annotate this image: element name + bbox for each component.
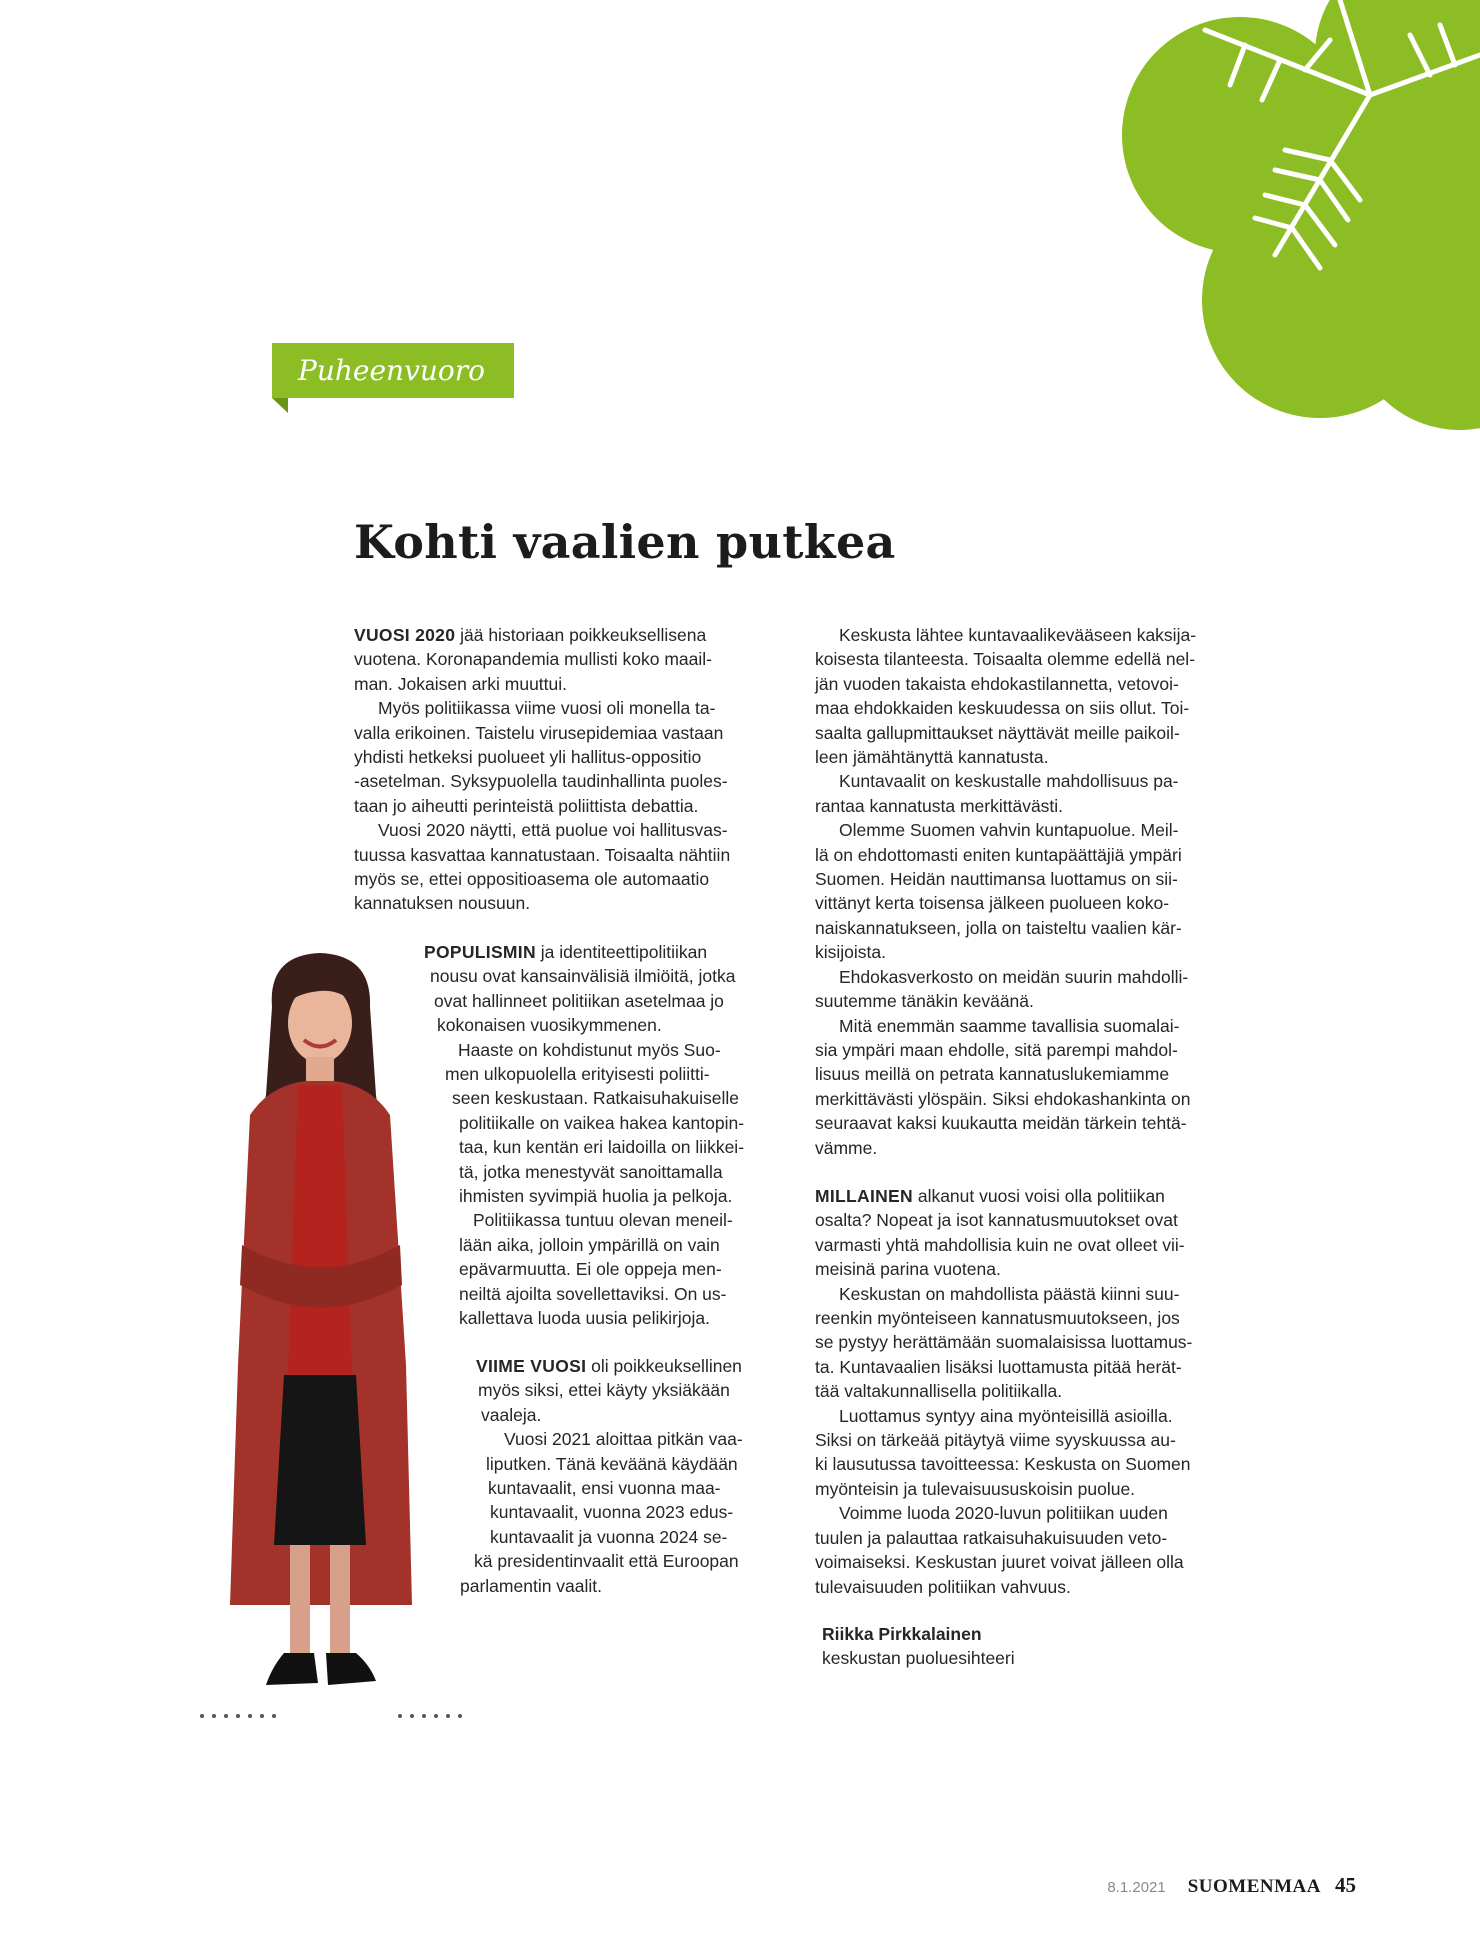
lead-word: VIIME VUOSI xyxy=(476,1356,587,1376)
text-line: parlamentin vaalit. xyxy=(460,1575,603,1596)
text-line: myös se, ettei oppositioasema ole automaatio xyxy=(354,869,710,890)
text-line: Myös politiikassa viime vuosi oli monella ta- xyxy=(378,698,716,719)
text-line: kuntavaalit, ensi vuonna maa- xyxy=(488,1478,721,1499)
text-line: taan jo aiheutti perinteistä poliittista debattia. xyxy=(354,795,699,816)
text-line: reenkin myönteiseen kannatusmuutokseen, jos xyxy=(815,1308,1180,1329)
text-line: tä, jotka menestyvät sanoittamalla xyxy=(459,1161,723,1182)
text-line: voimaiseksi. Keskustan juuret voivat jälleen olla xyxy=(815,1552,1184,1573)
text-line: Kuntavaalit on keskustalle mahdollisuus pa- xyxy=(839,771,1179,792)
text-line: ovat hallinneet politiikan asetelmaa jo xyxy=(434,990,724,1011)
text-line: yhdisti hetkeksi puolueet yli hallitus-oppositio xyxy=(354,747,702,768)
text-line: ta. Kuntavaalien lisäksi luottamusta pitää herät- xyxy=(815,1356,1182,1377)
text-line: liputken. Tänä keväänä käydään xyxy=(486,1453,738,1474)
text-line: kuntavaalit, vuonna 2023 edus- xyxy=(490,1502,734,1523)
text-line: -asetelman. Syksypuolella taudinhallinta puoles- xyxy=(354,771,728,792)
text-line: Mitä enemmän saamme tavallisia suomalai- xyxy=(839,1015,1180,1036)
text-line: maa ehdokkaiden keskuudessa on siis ollut. Toi- xyxy=(815,698,1190,719)
right-paragraph-2 xyxy=(815,1184,1192,1599)
text-line: jän vuoden takaista ehdokastilannetta, vetovoi- xyxy=(815,673,1179,694)
text-line: kallettava luoda uusia pelikirjoja. xyxy=(459,1308,710,1329)
right-paragraph-1 xyxy=(815,623,1196,1160)
author-role: keskustan puoluesihteeri xyxy=(822,1648,1015,1669)
text-line: ihmisten syvimpiä huolia ja pelkoja. xyxy=(459,1186,733,1207)
text-line: epävarmuutta. Ei ole oppeja men- xyxy=(459,1259,722,1280)
page-footer xyxy=(1107,1873,1356,1898)
text-line: kokonaisen vuosikymmenen. xyxy=(437,1015,662,1036)
text-line: leen jämähtänyttä kannatusta. xyxy=(815,747,1049,768)
text-line: Siksi on tärkeää pitäytyä viime syyskuussa au- xyxy=(815,1430,1176,1451)
text-line: taa, kun kentän eri laidoilla on liikkei- xyxy=(459,1137,745,1158)
lead-word: MILLAINEN xyxy=(815,1186,913,1206)
text-line: nousu ovat kansainvälisiä ilmiöitä, jotka xyxy=(430,966,736,987)
text-line: lään aika, jolloin ympärillä on vain xyxy=(459,1234,720,1255)
text-line: tää valtakunnallisella politiikalla. xyxy=(815,1381,1063,1402)
text-line: merkittävästi ylöspäin. Siksi ehdokashankinta on xyxy=(815,1088,1191,1109)
text-line: ja identiteettipolitiikan xyxy=(535,942,708,962)
text-line: Vuosi 2020 näytti, että puolue voi hallitusvas- xyxy=(378,820,728,841)
text-line: Luottamus syntyy aina myönteisillä asioilla. xyxy=(839,1405,1173,1426)
text-line: tuulen ja palauttaa ratkaisuhakuisuuden veto- xyxy=(815,1527,1168,1548)
text-line: saalta gallupmittaukset näyttävät meille paikoil- xyxy=(815,722,1180,743)
text-line: valla erikoinen. Taistelu virusepidemiaa vastaan xyxy=(354,722,724,743)
text-line: myös siksi, ettei käyty yksiäkään xyxy=(478,1380,730,1401)
text-line: Keskusta lähtee kuntavaalikevääseen kaksija- xyxy=(839,625,1197,645)
text-line: Suomen. Heidän nauttimansa luottamus on sii- xyxy=(815,869,1178,890)
text-line: Vuosi 2021 aloittaa pitkän vaa- xyxy=(504,1429,743,1450)
headline: Kohti vaalien putkea xyxy=(354,515,896,569)
text-line: ki lausutussa tavoitteessa: Keskusta on Suomen xyxy=(815,1454,1191,1475)
text-line: kisijoista. xyxy=(815,942,886,963)
clover-logo-graphic xyxy=(1030,0,1480,432)
text-line: Keskustan on mahdollista päästä kiinni suu- xyxy=(839,1283,1180,1304)
text-line: Haaste on kohdistunut myös Suo- xyxy=(458,1039,721,1060)
text-line: koisesta tilanteesta. Toisaalta olemme edellä nel- xyxy=(815,649,1196,670)
text-line: vaaleja. xyxy=(481,1404,542,1425)
left-paragraph-1 xyxy=(354,623,730,916)
text-line: Voimme luoda 2020-luvun politiikan uuden xyxy=(839,1503,1168,1524)
text-line: kannatuksen nousuun. xyxy=(354,893,531,914)
author-name: Riikka Pirkkalainen xyxy=(822,1624,982,1644)
text-line: politiikalle on vaikea hakea kantopin- xyxy=(459,1112,745,1133)
text-line: vämme. xyxy=(815,1137,878,1158)
text-line: seuraavat kaksi kuukautta meidän tärkein tehtä- xyxy=(815,1113,1187,1134)
text-line: alkanut vuosi voisi olla politiikan xyxy=(912,1186,1165,1206)
issue-date: 8.1.2021 xyxy=(1107,1879,1166,1896)
page-number: 45 xyxy=(1335,1873,1356,1897)
text-line: Olemme Suomen vahvin kuntapuolue. Meil- xyxy=(839,820,1179,841)
text-line: suutemme tänäkin keväänä. xyxy=(815,991,1034,1012)
text-line: neiltä ajoilta sovellettaviksi. On us- xyxy=(459,1283,727,1304)
text-line: osalta? Nopeat ja isot kannatusmuutokset ovat xyxy=(815,1210,1178,1231)
author-photo xyxy=(180,945,460,1725)
text-line: kuntavaalit ja vuonna 2024 se- xyxy=(490,1526,728,1547)
text-line: sia ympäri maan ehdolle, sitä parempi mahdol- xyxy=(815,1039,1178,1060)
text-line: men ulkopuolella erityisesti poliitti- xyxy=(445,1064,710,1085)
text-line: se pystyy herättämään suomalaisissa luottamus- xyxy=(815,1332,1193,1353)
lead-word: POPULISMIN xyxy=(424,942,536,962)
text-line: myönteisin ja tulevaisuususkoisin puolue. xyxy=(815,1478,1136,1499)
dotted-divider xyxy=(200,1712,470,1720)
text-line: seen keskustaan. Ratkaisuhakuiselle xyxy=(452,1088,739,1109)
text-line: Politiikassa tuntuu olevan meneil- xyxy=(473,1210,733,1231)
text-line: meisinä parina vuotena. xyxy=(815,1259,1001,1280)
lead-word: VUOSI 2020 xyxy=(354,625,456,645)
publication-name: SUOMENMAA xyxy=(1187,1876,1321,1897)
text-line: Ehdokasverkosto on meidän suurin mahdolli- xyxy=(839,966,1189,987)
text-line: tulevaisuuden politiikan vahvuus. xyxy=(815,1576,1071,1597)
text-line: man. Jokaisen arki muuttui. xyxy=(354,673,568,694)
text-line: lä on ehdottomasti eniten kuntapäättäjiä ympäri xyxy=(815,844,1182,865)
text-line: jää historiaan poikkeuksellisena xyxy=(455,625,707,645)
section-tag-fold xyxy=(272,398,288,413)
text-line: vuotena. Koronapandemia mullisti koko maail- xyxy=(354,649,712,670)
text-line: oli poikkeuksellinen xyxy=(586,1356,742,1376)
section-tag: Puheenvuoro xyxy=(272,343,514,398)
text-line: tuussa kasvattaa kannatustaan. Toisaalta nähtiin xyxy=(354,844,731,865)
text-line: naiskannatukseen, jolla on taisteltu vaalien kär- xyxy=(815,917,1182,938)
text-line: varmasti yhtä mahdollisia kuin ne ovat olleet vii- xyxy=(815,1234,1185,1255)
text-line: lisuus meillä on petrata kannatuslukemiamme xyxy=(815,1064,1170,1085)
text-line: kä presidentinvaalit että Euroopan xyxy=(474,1551,739,1572)
text-line: vittänyt kerta toisensa jälkeen puolueen koko- xyxy=(815,893,1170,914)
text-line: rantaa kannatusta merkittävästi. xyxy=(815,795,1064,816)
author-signature xyxy=(822,1622,1015,1671)
